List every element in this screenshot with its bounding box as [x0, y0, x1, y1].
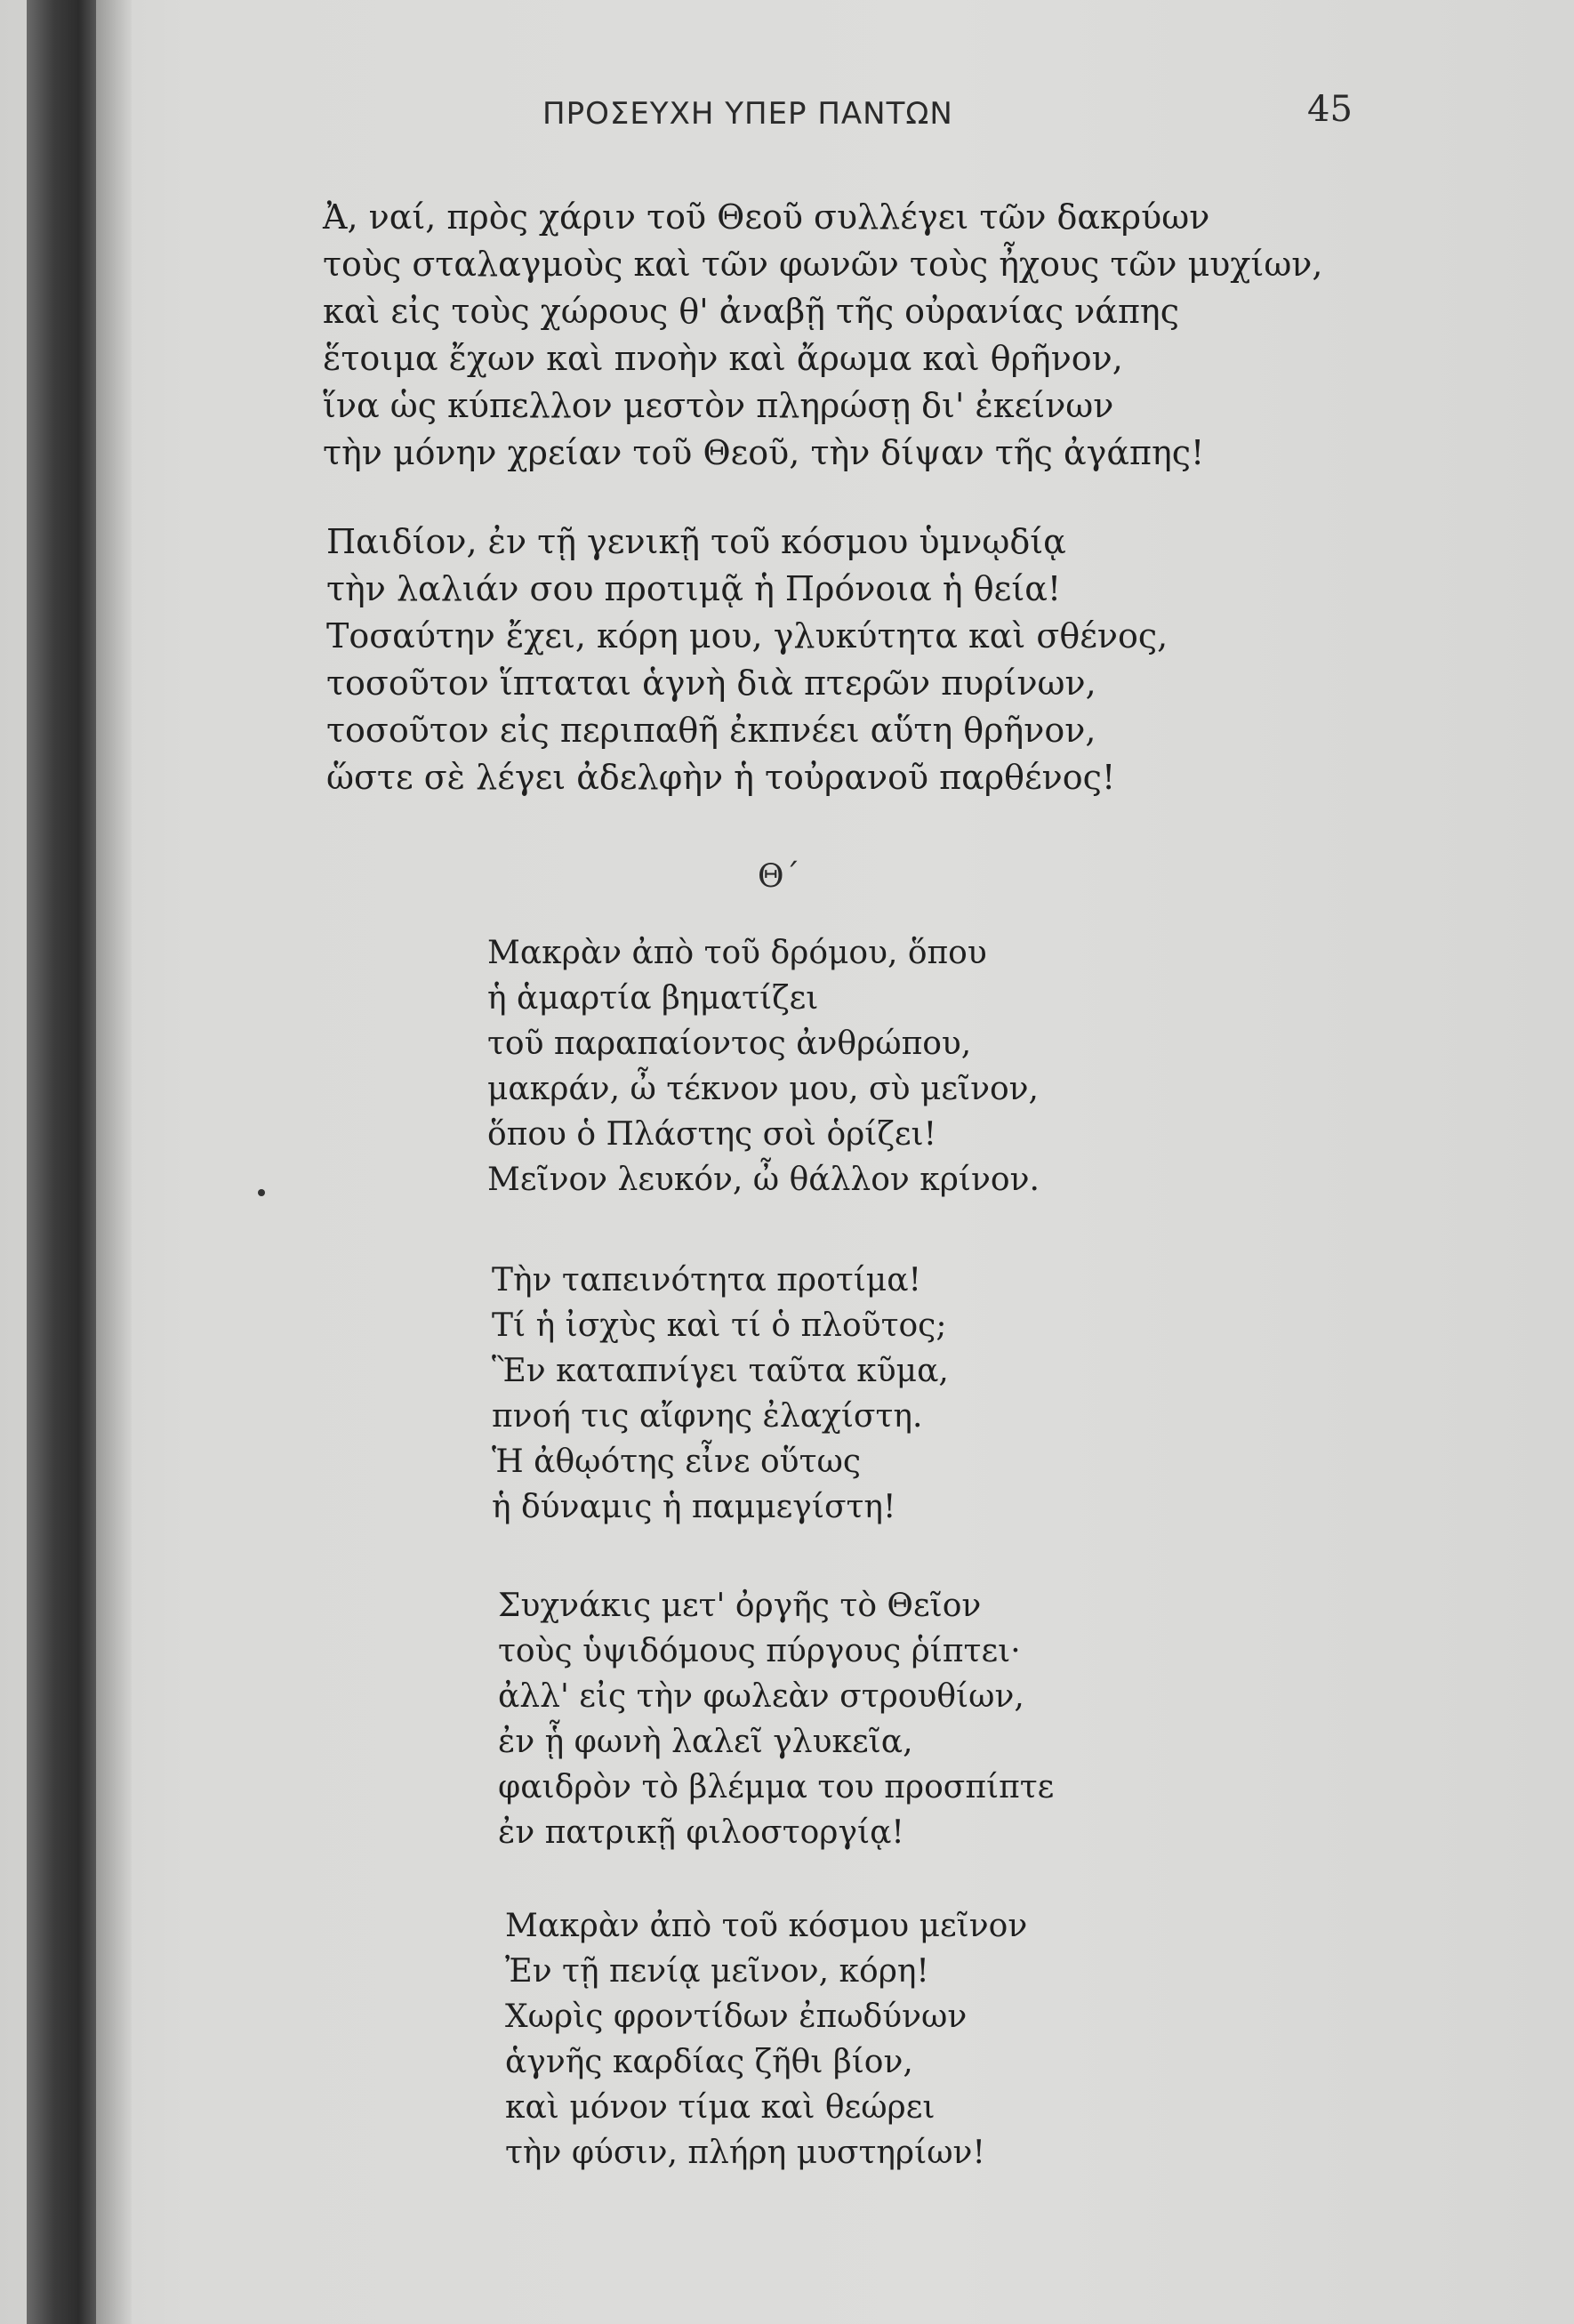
verse-line: τοσοῦτον εἰς περιπαθῆ ἐκπνέει αὕτη θρῆνον, [326, 711, 1096, 750]
verse-line: Ἓν καταπνίγει ταῦτα κῦμα, [492, 1353, 949, 1389]
verse-line: καὶ εἰς τοὺς χώρους θ' ἀναβῇ τῆς οὐρανίας νάπης [323, 292, 1179, 331]
verse-line: Παιδίον, ἐν τῇ γενικῇ τοῦ κόσμου ὑμνῳδίᾳ [326, 522, 1066, 561]
page-number: 45 [1307, 89, 1353, 130]
section-numeral: Θ΄ [758, 858, 800, 895]
verse-line: ἐν πατρικῇ φιλοστοργίᾳ! [498, 1814, 904, 1851]
book-gutter-fade [96, 0, 132, 2324]
verse-line: Μακρὰν ἀπὸ τοῦ κόσμου μεῖνον [505, 1908, 1028, 1944]
verse-line: Χωρὶς φροντίδων ἐπωδύνων [505, 1998, 968, 2035]
book-gutter-shadow [27, 0, 96, 2324]
stanza-top-2 [326, 519, 1168, 801]
verse-line: καὶ μόνον τίμα καὶ θεώρει [505, 2089, 936, 2126]
verse-line: ἵνα ὡς κύπελλον μεστὸν πληρώσῃ δι' ἐκείνων [323, 386, 1114, 425]
verse-line: τοσοῦτον ἵπταται ἁγνὴ διὰ πτερῶν πυρίνων, [326, 663, 1096, 703]
running-header-title: ΠΡΟΣΕΥΧΗ ΥΠΕΡ ΠΑΝΤΩΝ [542, 96, 953, 132]
verse-line: φαιδρὸν τὸ βλέμμα του προσπίπτε [498, 1769, 1055, 1805]
verse-line: τοὺς σταλαγμοὺς καὶ τῶν φωνῶν τοὺς ἦχους τῶν μυχίων, [323, 245, 1323, 284]
verse-line: ἡ δύναμις ἡ παμμεγίστη! [492, 1489, 896, 1525]
poem-stanza-1 [487, 930, 1040, 1202]
verse-line: ἀλλ' εἰς τὴν φωλεὰν στρουθίων, [498, 1678, 1024, 1715]
verse-line: Συχνάκις μετ' ὀργῆς τὸ Θεῖον [498, 1588, 982, 1624]
verse-line: τοῦ παραπαίοντος ἀνθρώπου, [487, 1025, 972, 1062]
verse-line: Ἐν τῇ πενίᾳ μεῖνον, κόρη! [505, 1953, 929, 1990]
verse-line: μακράν, ὦ τέκνον μου, σὺ μεῖνον, [487, 1071, 1039, 1107]
verse-line: τὴν φύσιν, πλήρη μυστηρίων! [505, 2135, 985, 2171]
verse-line: ἁγνῆς καρδίας ζῆθι βίον, [505, 2044, 913, 2080]
verse-line: Ἡ ἀθῳότης εἶνε οὕτως [492, 1443, 862, 1480]
verse-line: ἡ ἁμαρτία βηματίζει [487, 980, 819, 1017]
verse-line: Τὴν ταπεινότητα προτίμα! [492, 1262, 921, 1299]
verse-line: Ἀ, ναί, πρὸς χάριν τοῦ Θεοῦ συλλέγει τῶν δακρύων [323, 197, 1210, 237]
verse-line: τὴν λαλιάν σου προτιμᾷ ἡ Πρόνοια ἡ θεία! [326, 569, 1062, 608]
verse-line: τὴν μόνην χρείαν τοῦ Θεοῦ, τὴν δίψαν τῆς ἀγάπης! [323, 433, 1205, 472]
verse-line: Τοσαύτην ἔχει, κόρη μου, γλυκύτητα καὶ σθένος, [326, 616, 1168, 655]
ink-speck [258, 1189, 265, 1196]
verse-line: Μεῖνον λευκόν, ὦ θάλλον κρίνον. [487, 1162, 1040, 1198]
verse-line: ὥστε σὲ λέγει ἀδελφὴν ἡ τοὐρανοῦ παρθένος! [326, 758, 1116, 797]
verse-line: πνοή τις αἴφνης ἐλαχίστη. [492, 1398, 923, 1435]
verse-line: τοὺς ὑψιδόμους πύργους ῥίπτει· [498, 1633, 1021, 1669]
verse-line: Μακρὰν ἀπὸ τοῦ δρόμου, ὅπου [487, 935, 987, 971]
poem-stanza-3 [498, 1583, 1054, 1855]
verse-line: ἕτοιμα ἔχων καὶ πνοὴν καὶ ἄρωμα καὶ θρῆνον, [323, 339, 1123, 378]
poem-stanza-4 [505, 1903, 1027, 2175]
verse-line: ἐν ᾗ φωνὴ λαλεῖ γλυκεῖα, [498, 1724, 913, 1760]
poem-stanza-2 [492, 1258, 949, 1530]
verse-line: ὅπου ὁ Πλάστης σοὶ ὁρίζει! [487, 1116, 937, 1153]
verse-line: Τί ἡ ἰσχὺς καὶ τί ὁ πλοῦτος; [492, 1307, 947, 1344]
stanza-top-1 [323, 194, 1323, 477]
